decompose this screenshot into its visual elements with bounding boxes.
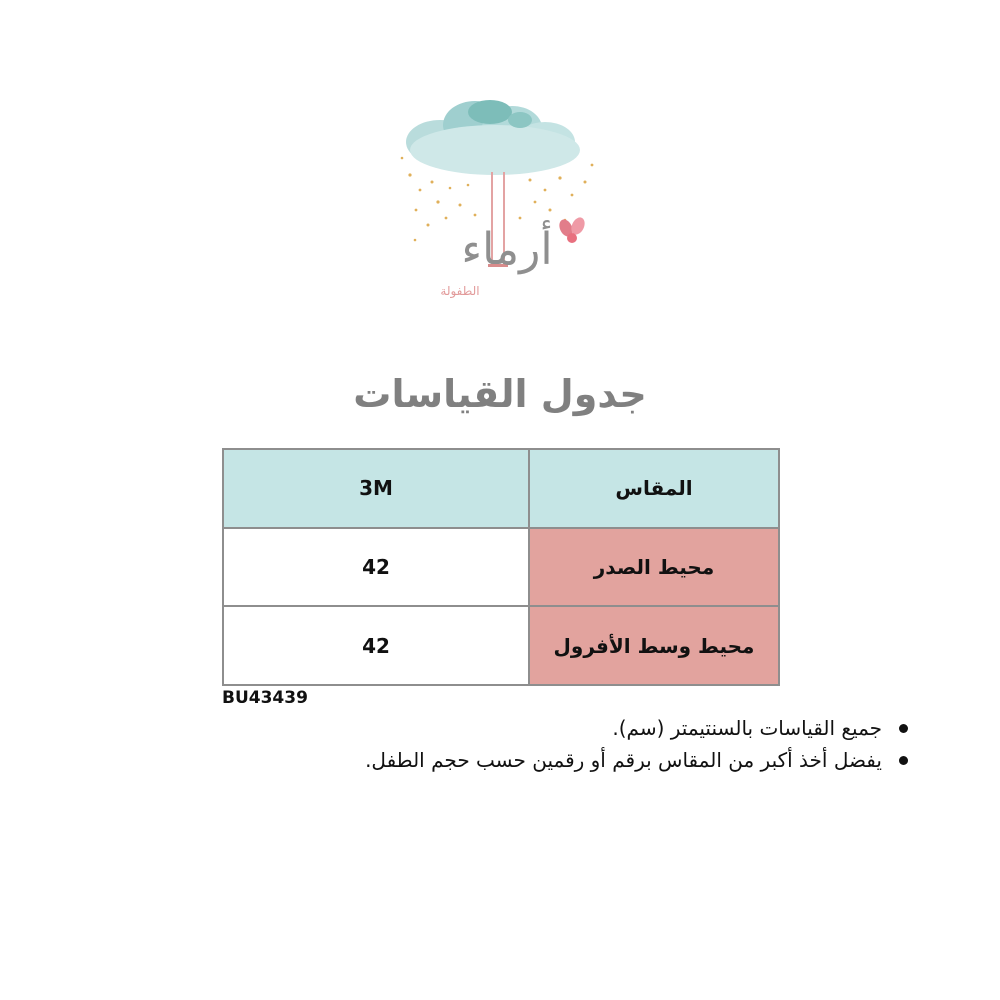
product-code: BU43439 xyxy=(222,688,308,708)
size-table xyxy=(222,448,780,686)
table-header-row xyxy=(223,449,779,528)
notes-list xyxy=(250,712,910,776)
chest-value-cell: 42 xyxy=(223,528,529,607)
brand-logo xyxy=(380,90,620,305)
size-label-cell: المقاس xyxy=(529,449,779,528)
size-value-cell: 3M xyxy=(223,449,529,528)
waist-label-cell: محيط وسط الأفرول xyxy=(529,606,779,685)
bullet-icon xyxy=(899,756,908,765)
bullet-icon xyxy=(899,724,908,733)
note-text: جميع القياسات بالسنتيمتر (سم). xyxy=(612,716,882,740)
list-item xyxy=(250,712,910,744)
waist-value-cell: 42 xyxy=(223,606,529,685)
chest-label-cell: محيط الصدر xyxy=(529,528,779,607)
cloud-icon xyxy=(406,100,580,175)
brand-tagline: الطفولة xyxy=(440,284,480,298)
list-item xyxy=(250,744,910,776)
table-row xyxy=(223,528,779,607)
note-text: يفضل أخذ أكبر من المقاس برقم أو رقمين حسب حجم الطفل. xyxy=(365,748,882,772)
table-row xyxy=(223,606,779,685)
page-title: جدول القياسات xyxy=(353,372,647,416)
brand-name: أرماء xyxy=(461,224,553,275)
